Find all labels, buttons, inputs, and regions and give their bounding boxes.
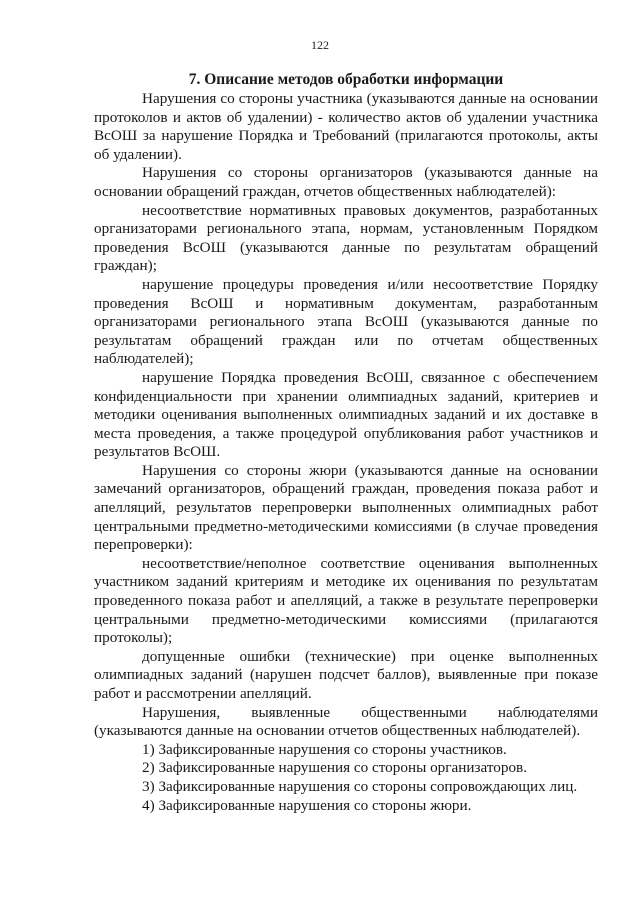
paragraph-confidentiality-violation: нарушение Порядка проведения ВсОШ, связанное с обеспечением конфиденциальности при хранении олимпиадных заданий, критериев и методики оценивания выполненных олимпиадных заданий и их доставке в места проведения, а также процедурой опубликования работ участников и результатов ВсОШ. [94, 368, 598, 461]
page-number: 122 [311, 38, 329, 52]
paragraph-technical-errors: допущенные ошибки (технические) при оценке выполненных олимпиадных заданий (нарушен подсчет баллов), выявленные при показе работ и рассмотрении апелляций. [94, 647, 598, 702]
paragraph-procedure-violation: нарушение процедуры проведения и/или несоответствие Порядку проведения ВсОШ и нормативным документам, разработанным организаторами регионального этапа ВсОШ (указываются данные по результатам обращений граждан или по отчетам общественных наблюдателей); [94, 275, 598, 368]
list-item: 2) Зафиксированные нарушения со стороны организаторов. [142, 759, 528, 777]
paragraph-observer-violations: Нарушения, выявленные общественными наблюдателями (указываются данные на основании отчетов общественных наблюдателей). [94, 703, 598, 740]
paragraph-jury-violations: Нарушения со стороны жюри (указываются данные на основании замечаний организаторов, обращений граждан, проведения показа работ и апелляций, результатов перепроверки выполненных олимпиадных работ центральными предметно-методическими комиссиями (в случае проведения перепроверки): [94, 461, 598, 554]
paragraph-normative-documents: несоответствие нормативных правовых документов, разработанных организаторами регионального этапа, нормам, установленным Порядком проведения ВсОШ (указываются данные по результатам обращений граждан); [94, 201, 598, 275]
paragraph-organizer-violations: Нарушения со стороны организаторов (указываются данные на основании обращений граждан, отчетов общественных наблюдателей): [94, 164, 598, 200]
list-item: 1) Зафиксированные нарушения со стороны участников. [142, 740, 507, 758]
section-heading: 7. Описание методов обработки информации [188, 71, 504, 88]
list-item: 3) Зафиксированные нарушения со стороны сопровождающих лиц. [142, 777, 578, 795]
list-item: 4) Зафиксированные нарушения со стороны жюри. [142, 796, 472, 814]
paragraph-assessment-mismatch: несоответствие/неполное соответствие оценивания выполненных участником заданий критериям и методике их оценивания по результатам проведенного показа работ и апелляций, а также в результате перепроверки центральными предметно-методическими комиссиями (прилагаются протоколы); [94, 554, 598, 647]
violations-list [94, 741, 598, 815]
paragraph-participant-violations: Нарушения со стороны участника (указываются данные на основании протоколов и актов об удалении) - количество актов об удалении участника ВсОШ за нарушение Порядка и Требований (прилагаются протоколы, акты об удалении). [94, 90, 598, 163]
page-content [94, 71, 598, 815]
